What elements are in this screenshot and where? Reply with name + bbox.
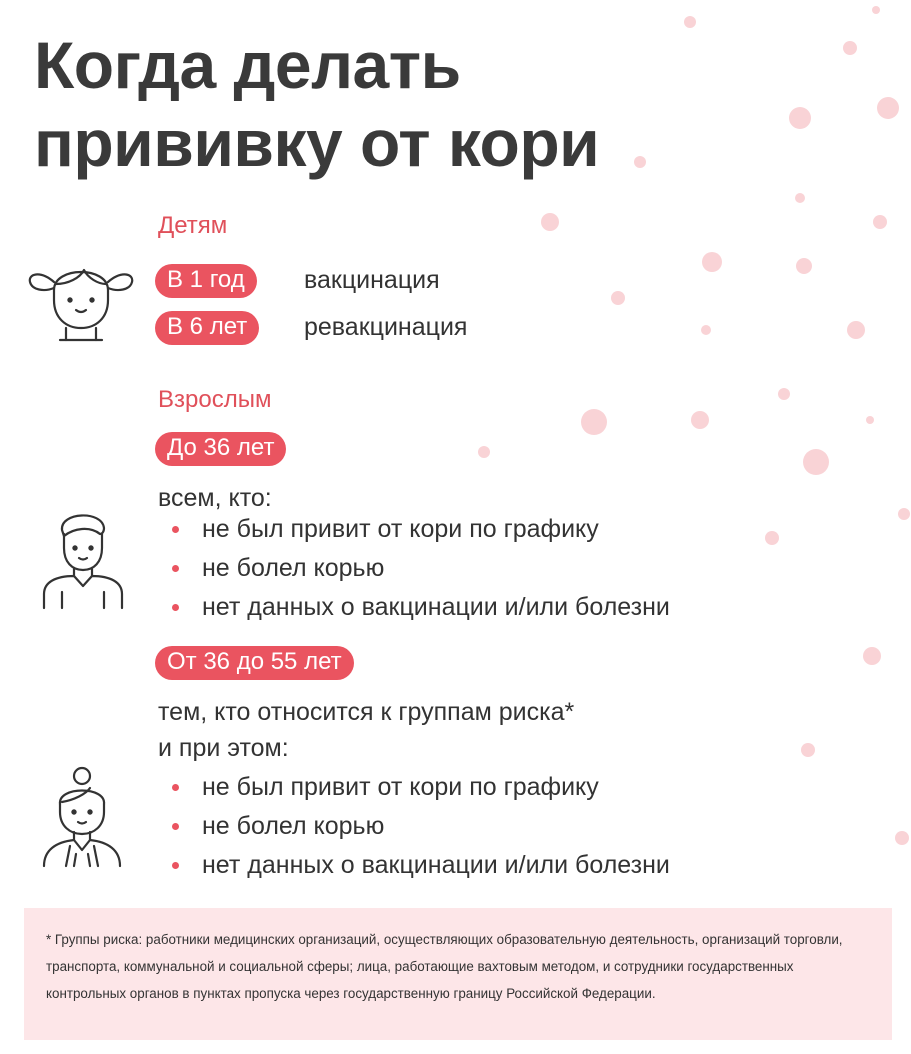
pill-36-to-55: От 36 до 55 лет <box>155 646 354 680</box>
list-item: не был привит от кори по графику <box>172 510 670 549</box>
group-1-conditions-list <box>172 510 670 627</box>
group-1-intro: всем, кто: <box>158 484 272 512</box>
bullet-dot <box>172 823 179 830</box>
children-section-label: Детям <box>158 212 228 239</box>
title-line-1: Когда делать <box>34 28 461 102</box>
bullet-dot <box>172 526 179 533</box>
list-item: нет данных о вакцинации и/или болезни <box>172 588 670 627</box>
young-man-icon <box>38 504 128 610</box>
adults-section-label: Взрослым <box>158 386 272 413</box>
vaccination-text: вакцинация <box>304 266 440 294</box>
group-2-intro-line-1: тем, кто относится к группам риска* <box>158 698 575 726</box>
bullet-dot <box>172 604 179 611</box>
footnote-box <box>24 908 892 1040</box>
list-item: не болел корью <box>172 807 670 846</box>
bullet-dot <box>172 862 179 869</box>
group-2-intro-line-2: и при этом: <box>158 734 289 762</box>
pill-age-6-years: В 6 лет <box>155 311 259 345</box>
woman-icon <box>40 764 124 868</box>
list-item: не был привит от кори по графику <box>172 768 670 807</box>
bullet-dot <box>172 565 179 572</box>
list-item: нет данных о вакцинации и/или болезни <box>172 846 670 885</box>
pill-under-36: До 36 лет <box>155 432 286 466</box>
list-item: не болел корью <box>172 549 670 588</box>
bullet-dot <box>172 784 179 791</box>
footnote-text: * Группы риска: работники медицинских организаций, осуществляющих образовательную деятельность, организаций торговли, транспорта, коммунальной и социальной сферы; лица, работающие вахтовым методом, и сотрудники государственных контрольных органов в пунктах пропуска через государственную границу Российской Федерации. <box>46 932 843 1001</box>
group-2-conditions-list <box>172 768 670 885</box>
pill-age-1-year: В 1 год <box>155 264 257 298</box>
page-title <box>34 26 599 182</box>
child-girl-icon <box>26 252 136 344</box>
revaccination-text: ревакцинация <box>304 313 468 341</box>
title-line-2: прививку от кори <box>34 106 600 180</box>
